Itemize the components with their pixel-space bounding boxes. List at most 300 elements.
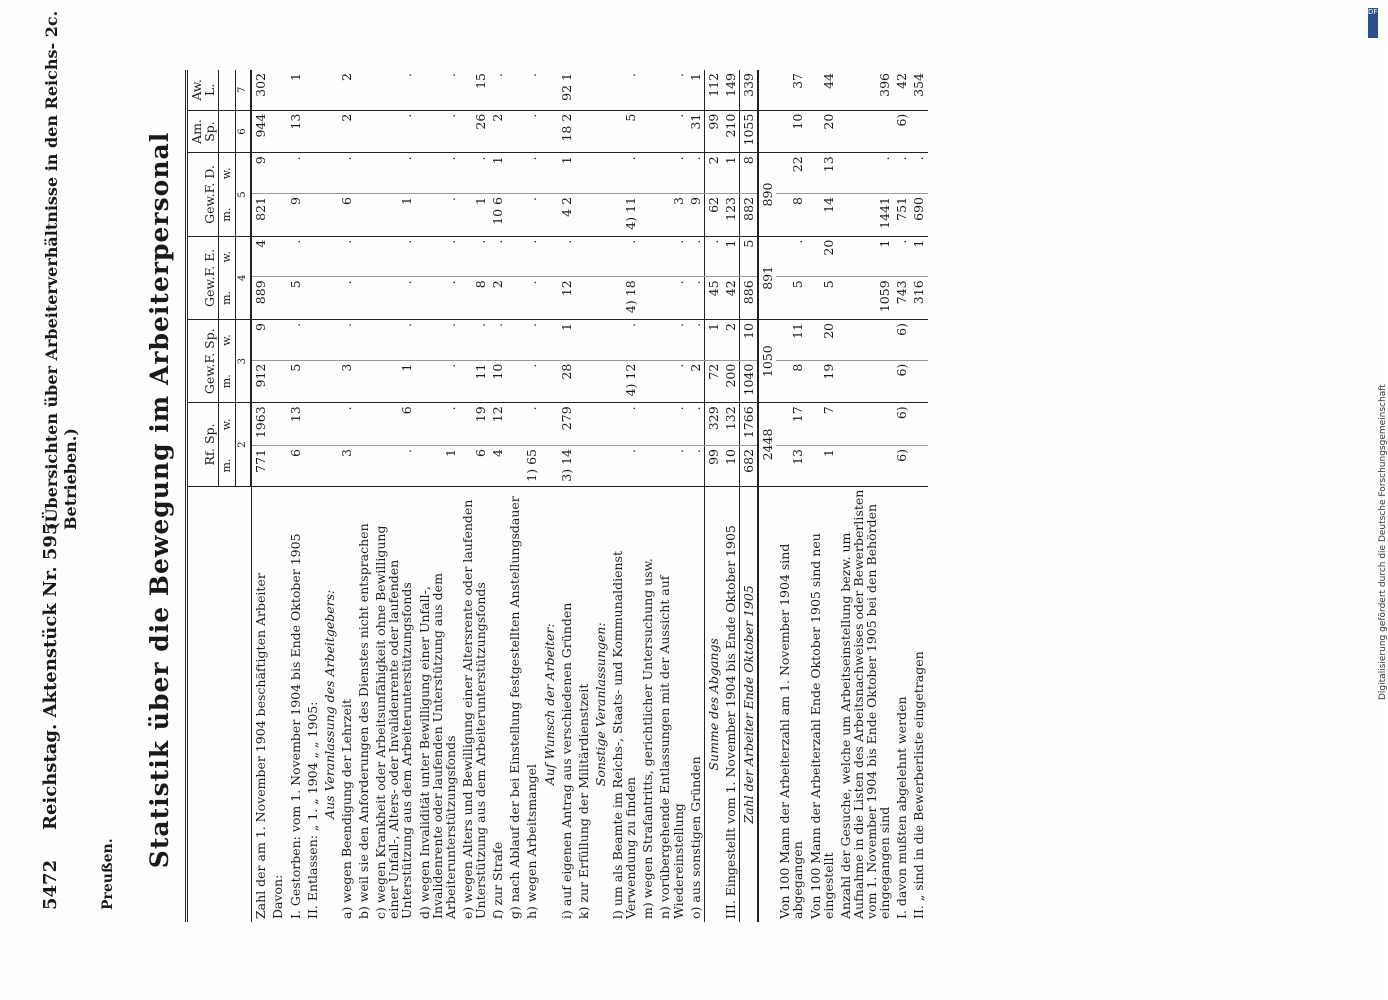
row-label: m) wegen Strafantritts, gerichtlicher Untersuchung usw. bbox=[640, 558, 656, 919]
cell-value: 1766 bbox=[740, 403, 759, 446]
w-header: w. bbox=[219, 153, 236, 194]
cell-value bbox=[639, 194, 656, 237]
cell-value bbox=[506, 236, 523, 277]
cell-value: 37 bbox=[776, 70, 806, 110]
table-row bbox=[338, 70, 355, 922]
cell-value bbox=[575, 153, 592, 194]
cell-value bbox=[506, 360, 523, 403]
cell-value bbox=[321, 403, 338, 446]
cell-value: 5 bbox=[740, 236, 759, 277]
cell-value bbox=[269, 153, 286, 194]
table-row bbox=[776, 70, 806, 922]
cell-value: 9 bbox=[251, 320, 269, 361]
cell-value: 690 bbox=[910, 194, 927, 237]
cell-value: 4) 12 bbox=[609, 360, 639, 403]
cell-value: . bbox=[489, 70, 506, 110]
cell-value: 6) bbox=[893, 320, 910, 361]
table-row bbox=[722, 70, 740, 922]
cell-value: 889 bbox=[251, 277, 269, 320]
cell-value: 5 bbox=[776, 277, 806, 320]
cell-value: 316 bbox=[910, 277, 927, 320]
cell-value bbox=[575, 70, 592, 110]
cell-value: 2 bbox=[489, 110, 506, 153]
cell-value: . bbox=[416, 277, 459, 320]
cell-value: . bbox=[687, 320, 705, 361]
table-row bbox=[416, 70, 459, 922]
cell-value: . bbox=[687, 277, 705, 320]
cell-value: 99 bbox=[704, 110, 722, 153]
column-group-header-row bbox=[187, 70, 219, 922]
cell-value: 1055 bbox=[740, 110, 759, 153]
state-label: Preußen. bbox=[100, 838, 116, 910]
cell-value: . bbox=[372, 153, 415, 194]
cell-value: 1 bbox=[558, 320, 575, 361]
cell-value bbox=[837, 320, 894, 361]
row-label: I. davon mußten abgelehnt werden bbox=[894, 696, 910, 919]
cell-value: . bbox=[523, 277, 540, 320]
cell-value: . bbox=[338, 277, 355, 320]
m-header: m. bbox=[219, 445, 236, 486]
cell-value: . bbox=[523, 153, 540, 194]
row-label: e) wegen Alters und Bewilligung einer Altersrente oder laufenden Unterstützung aus dem Arbeiterunterstützungsfonds bbox=[459, 499, 489, 919]
cell-value bbox=[541, 360, 558, 403]
cell-value: 1 bbox=[558, 153, 575, 194]
cell-value: . bbox=[372, 236, 415, 277]
cell-value: 20 bbox=[807, 320, 837, 361]
cell-value: 22 bbox=[776, 153, 806, 194]
cell-value: . bbox=[656, 70, 686, 110]
col-number: 5 bbox=[235, 153, 251, 236]
row-label: f) zur Strafe bbox=[490, 841, 506, 919]
row-label: Zahl der am 1. November 1904 beschäftigten Arbeiter bbox=[253, 573, 269, 919]
cell-value: . bbox=[338, 403, 355, 446]
cell-value: 9 bbox=[687, 194, 705, 237]
table-row bbox=[609, 70, 639, 922]
cell-value: 1 bbox=[722, 153, 740, 194]
cell-value bbox=[592, 403, 609, 446]
running-head: Reichstag. Aktenstück Nr. 595. bbox=[40, 516, 61, 830]
row-label: Anzahl der Gesuche, welche um Arbeitseinstellung bezw. um Aufnahme in die Listen des Arbeitsnachweises oder Bewerberlisten vom 1. November 1904 bis Ende Oktober 1905 bei den Behörden eingegangen sind bbox=[837, 489, 893, 919]
table-row bbox=[541, 70, 558, 922]
cell-value bbox=[269, 194, 286, 237]
table-row bbox=[687, 70, 705, 922]
cell-value: 62 bbox=[704, 194, 722, 237]
cell-value bbox=[269, 236, 286, 277]
table-row bbox=[893, 70, 910, 922]
cell-value bbox=[304, 403, 321, 446]
cell-value: 2 bbox=[489, 277, 506, 320]
cell-value: 2 bbox=[687, 360, 705, 403]
cell-value: . bbox=[459, 236, 489, 277]
cell-value: . bbox=[656, 110, 686, 153]
cell-value bbox=[592, 360, 609, 403]
table-row bbox=[704, 70, 722, 922]
group-total bbox=[758, 70, 776, 110]
group-total: 890 bbox=[758, 153, 776, 236]
cell-value: 7 bbox=[807, 403, 837, 446]
row-label: II. Entlassen: „ 1. „ 1904 „ „ 1905: bbox=[304, 701, 320, 919]
cell-value bbox=[639, 360, 656, 403]
cell-value bbox=[541, 277, 558, 320]
cell-value: 200 bbox=[722, 360, 740, 403]
cell-value: 12 bbox=[558, 277, 575, 320]
cell-value bbox=[910, 320, 927, 361]
cell-value: 6 bbox=[459, 445, 489, 486]
cell-value: . bbox=[837, 153, 894, 194]
row-label: Auf Wunsch der Arbeiter: bbox=[541, 623, 557, 786]
row-label: b) weil sie den Anforderungen des Dienstes nicht entsprachen bbox=[356, 523, 372, 919]
cell-value bbox=[506, 320, 523, 361]
cell-value: . bbox=[523, 194, 540, 237]
cell-value bbox=[639, 277, 656, 320]
cell-value: . bbox=[416, 110, 459, 153]
cell-value bbox=[837, 403, 894, 446]
cell-value: . bbox=[687, 403, 705, 446]
table-row bbox=[592, 70, 609, 922]
cell-value bbox=[355, 194, 372, 237]
dfg-logo: DFG bbox=[1368, 8, 1378, 38]
cell-value: 19 bbox=[459, 403, 489, 446]
cell-value: 5 bbox=[287, 360, 304, 403]
cell-value: 5 bbox=[287, 277, 304, 320]
cell-value: . bbox=[416, 360, 459, 403]
statistics-table bbox=[185, 70, 928, 922]
col-number: 7 bbox=[235, 70, 251, 110]
row-label: Sonstige Veranlassungen: bbox=[592, 622, 608, 787]
cell-value: . bbox=[372, 70, 415, 110]
cell-value bbox=[639, 110, 656, 153]
cell-value bbox=[355, 153, 372, 194]
cell-value: . bbox=[656, 360, 686, 403]
cell-value bbox=[575, 320, 592, 361]
cell-value: 1 bbox=[722, 236, 740, 277]
cell-value bbox=[639, 70, 656, 110]
cell-value: . bbox=[459, 153, 489, 194]
group-total bbox=[758, 110, 776, 153]
cell-value: 6) bbox=[893, 445, 910, 486]
cell-value bbox=[910, 110, 927, 153]
cell-value: . bbox=[656, 236, 686, 277]
cell-value: 9 bbox=[251, 153, 269, 194]
col-number: 3 bbox=[235, 320, 251, 403]
cell-value bbox=[639, 445, 656, 486]
cell-value: . bbox=[416, 194, 459, 237]
cell-value: 1 bbox=[416, 445, 459, 486]
cell-value bbox=[575, 194, 592, 237]
cell-value bbox=[355, 110, 372, 153]
cell-value: 123 bbox=[722, 194, 740, 237]
cell-value: . bbox=[416, 320, 459, 361]
table-row bbox=[656, 70, 686, 922]
cell-value bbox=[304, 194, 321, 237]
cell-value bbox=[321, 236, 338, 277]
cell-value: 9 bbox=[287, 194, 304, 237]
cell-value: . bbox=[372, 110, 415, 153]
cell-value: 1 bbox=[910, 236, 927, 277]
cell-value: 2 bbox=[338, 110, 355, 153]
cell-value bbox=[910, 445, 927, 486]
cell-value: . bbox=[609, 70, 639, 110]
cell-value: 17 bbox=[776, 403, 806, 446]
cell-value bbox=[304, 70, 321, 110]
cell-value bbox=[269, 360, 286, 403]
cell-value bbox=[541, 194, 558, 237]
col-group-header: Rf. Sp. bbox=[187, 403, 219, 486]
row-label: II. „ sind in die Bewerberliste eingetragen bbox=[911, 651, 927, 919]
row-label: Summe des Abgangs bbox=[704, 486, 722, 922]
cell-value: . bbox=[656, 320, 686, 361]
cell-value: . bbox=[287, 153, 304, 194]
cell-value: 821 bbox=[251, 194, 269, 237]
cell-value: . bbox=[609, 445, 639, 486]
cell-value bbox=[541, 320, 558, 361]
cell-value: 354 bbox=[910, 70, 927, 110]
m-header: m. bbox=[219, 360, 236, 403]
cell-value bbox=[506, 110, 523, 153]
cell-value: . bbox=[459, 320, 489, 361]
cell-value: . bbox=[609, 236, 639, 277]
cell-value: 743 bbox=[893, 277, 910, 320]
cell-value bbox=[575, 403, 592, 446]
col-group-header: Am. Sp. bbox=[187, 110, 219, 153]
cell-value bbox=[639, 236, 656, 277]
cell-value bbox=[639, 403, 656, 446]
table-row bbox=[459, 70, 489, 922]
row-label: l) um als Beamte im Reichs-, Staats- und Kommunaldienst Verwendung zu finden bbox=[610, 551, 639, 919]
cell-value bbox=[304, 277, 321, 320]
group-total: 891 bbox=[758, 236, 776, 319]
col-group-header: Gew.F. E. bbox=[187, 236, 219, 319]
cell-value: 8 bbox=[776, 360, 806, 403]
cell-value: 210 bbox=[722, 110, 740, 153]
cell-value: 10 bbox=[489, 360, 506, 403]
table-row bbox=[639, 70, 656, 922]
cell-value bbox=[592, 236, 609, 277]
cell-value bbox=[541, 445, 558, 486]
table-row bbox=[558, 70, 575, 922]
cell-value bbox=[592, 277, 609, 320]
row-label: Davon: bbox=[270, 874, 286, 919]
cell-value: 1 bbox=[807, 445, 837, 486]
cell-value: . bbox=[893, 236, 910, 277]
table-title: Statistik über die Bewegung im Arbeiterpersonal bbox=[145, 131, 174, 869]
cell-value bbox=[575, 236, 592, 277]
cell-value: . bbox=[416, 153, 459, 194]
cell-value bbox=[321, 70, 338, 110]
cell-value bbox=[575, 277, 592, 320]
cell-value: 12 bbox=[489, 403, 506, 446]
row-label: k) zur Erfüllung der Militärdienstzeit bbox=[575, 683, 591, 919]
cell-value bbox=[639, 153, 656, 194]
cell-value: . bbox=[523, 110, 540, 153]
cell-value: 4) 18 bbox=[609, 277, 639, 320]
cell-value: 1040 bbox=[740, 360, 759, 403]
cell-value bbox=[269, 277, 286, 320]
cell-value: 279 bbox=[558, 403, 575, 446]
cell-value: 11 bbox=[776, 320, 806, 361]
cell-value bbox=[506, 153, 523, 194]
cell-value: . bbox=[287, 236, 304, 277]
cell-value: . bbox=[656, 153, 686, 194]
cell-value: 6 bbox=[287, 445, 304, 486]
row-label: d) wegen Invalidität unter Bewilligung einer Unfall-, Invalidenrente oder laufenden Unterstützung aus dem Arbeiterunterstützungsfonds bbox=[416, 573, 458, 919]
cell-value: 3) 14 bbox=[558, 445, 575, 486]
cell-value bbox=[506, 194, 523, 237]
cell-value: 10 bbox=[776, 110, 806, 153]
row-label: III. Eingestellt vom 1. November 1904 bis Ende Oktober 1905 bbox=[722, 525, 738, 919]
column-1-header bbox=[187, 486, 252, 922]
cell-value bbox=[321, 445, 338, 486]
cell-value: 6) bbox=[893, 403, 910, 446]
cell-value bbox=[269, 70, 286, 110]
cell-value: . bbox=[372, 445, 415, 486]
cell-value: 6 bbox=[372, 403, 415, 446]
table-row bbox=[251, 70, 269, 922]
cell-value bbox=[910, 360, 927, 403]
cell-value: 13 bbox=[287, 403, 304, 446]
col-group-header: Aw. L. bbox=[187, 70, 219, 110]
w-header: w. bbox=[219, 320, 236, 361]
cell-value: 771 bbox=[251, 445, 269, 486]
row-label: Aus Veranlassung des Arbeitgebers: bbox=[321, 589, 337, 819]
table-row bbox=[269, 70, 286, 922]
cell-value: 1441 bbox=[837, 194, 894, 237]
m-header: m. bbox=[219, 277, 236, 320]
cell-value: 5 bbox=[807, 277, 837, 320]
cell-value bbox=[355, 403, 372, 446]
cell-value: 4) 11 bbox=[609, 194, 639, 237]
cell-value: . bbox=[338, 236, 355, 277]
row-label: a) wegen Beendigung der Lehrzeit bbox=[338, 698, 354, 919]
cell-value: 4 2 bbox=[558, 194, 575, 237]
cell-value: 8 bbox=[459, 277, 489, 320]
cell-value: . bbox=[523, 320, 540, 361]
row-label: Von 100 Mann der Arbeiterzahl Ende Oktober 1905 sind neu eingestellt bbox=[807, 533, 836, 919]
cell-value: . bbox=[372, 320, 415, 361]
row-label: n) vorübergehende Entlassungen mit der Aussicht auf Wiedereinstellung bbox=[657, 575, 686, 919]
col-group-header: Gew.F. Sp. bbox=[187, 320, 219, 403]
table-body bbox=[251, 70, 927, 922]
table-row bbox=[910, 70, 927, 922]
cell-value: . bbox=[523, 70, 540, 110]
cell-value bbox=[321, 194, 338, 237]
cell-value bbox=[355, 277, 372, 320]
cell-value: . bbox=[687, 445, 705, 486]
cell-value bbox=[592, 110, 609, 153]
cell-value: 912 bbox=[251, 360, 269, 403]
group-total-row bbox=[758, 70, 776, 922]
cell-value: . bbox=[489, 236, 506, 277]
table-row bbox=[304, 70, 321, 922]
page-number: 5472 bbox=[40, 859, 61, 910]
cell-value: 10 bbox=[722, 445, 740, 486]
cell-value: 20 bbox=[807, 110, 837, 153]
table-row bbox=[523, 70, 540, 922]
cell-value: 11 bbox=[459, 360, 489, 403]
cell-value bbox=[269, 403, 286, 446]
cell-value bbox=[639, 320, 656, 361]
cell-value: 20 bbox=[807, 236, 837, 277]
cell-value bbox=[304, 236, 321, 277]
cell-value bbox=[321, 277, 338, 320]
cell-value: 329 bbox=[704, 403, 722, 446]
cell-value bbox=[304, 320, 321, 361]
cell-value: 13 bbox=[287, 110, 304, 153]
cell-value: 6 bbox=[338, 194, 355, 237]
cell-value bbox=[592, 194, 609, 237]
cell-value: 72 bbox=[704, 360, 722, 403]
cell-value bbox=[837, 360, 894, 403]
cell-value bbox=[575, 445, 592, 486]
cell-value: . bbox=[416, 70, 459, 110]
cell-value: . bbox=[489, 320, 506, 361]
cell-value bbox=[304, 445, 321, 486]
cell-value: 14 bbox=[807, 194, 837, 237]
cell-value: 10 6 bbox=[489, 194, 506, 237]
cell-value: 302 bbox=[251, 70, 269, 110]
cell-value: . bbox=[338, 153, 355, 194]
cell-value bbox=[355, 236, 372, 277]
group-total: 1050 bbox=[758, 320, 776, 403]
cell-value: 42 bbox=[722, 277, 740, 320]
cell-value: . bbox=[338, 320, 355, 361]
cell-value: 132 bbox=[722, 403, 740, 446]
cell-value: 8 bbox=[776, 194, 806, 237]
cell-value bbox=[304, 360, 321, 403]
cell-value: 339 bbox=[740, 70, 759, 110]
cell-value bbox=[506, 70, 523, 110]
row-label: i) auf eigenen Antrag aus verschiedenen Gründen bbox=[558, 602, 574, 919]
w-header: w. bbox=[219, 403, 236, 446]
cell-value: 112 bbox=[704, 70, 722, 110]
cell-value: 19 bbox=[807, 360, 837, 403]
row-label: o) aus sonstigen Gründen bbox=[687, 756, 703, 919]
cell-value: . bbox=[523, 403, 540, 446]
cell-value: 3 bbox=[338, 360, 355, 403]
cell-value: . bbox=[609, 403, 639, 446]
cell-value bbox=[575, 110, 592, 153]
group-total: 2448 bbox=[758, 403, 776, 486]
cell-value bbox=[304, 153, 321, 194]
cell-value: 28 bbox=[558, 360, 575, 403]
cell-value: 1059 bbox=[837, 277, 894, 320]
cell-value: 31 bbox=[687, 110, 705, 153]
cell-value bbox=[355, 70, 372, 110]
cell-value: 149 bbox=[722, 70, 740, 110]
cell-value: 2 bbox=[722, 320, 740, 361]
cell-value: 44 bbox=[807, 70, 837, 110]
cell-value: 682 bbox=[740, 445, 759, 486]
cell-value: . bbox=[893, 153, 910, 194]
cell-value: 6) bbox=[893, 360, 910, 403]
cell-value: 882 bbox=[740, 194, 759, 237]
row-label: I. Gestorben: vom 1. November 1904 bis Ende Oktober 1905 bbox=[287, 533, 303, 919]
cell-value: 2 bbox=[704, 153, 722, 194]
cell-value: 1 bbox=[837, 236, 894, 277]
cell-value: 944 bbox=[251, 110, 269, 153]
cell-value: 1 bbox=[459, 194, 489, 237]
cell-value: . bbox=[609, 153, 639, 194]
cell-value: . bbox=[372, 277, 415, 320]
cell-value: . bbox=[687, 153, 705, 194]
row-label: h) wegen Arbeitsmangel bbox=[524, 763, 540, 919]
cell-value bbox=[541, 236, 558, 277]
cell-value bbox=[355, 320, 372, 361]
cell-value bbox=[541, 70, 558, 110]
w-header: w. bbox=[219, 236, 236, 277]
cell-value: 99 bbox=[704, 445, 722, 486]
table-row bbox=[287, 70, 304, 922]
